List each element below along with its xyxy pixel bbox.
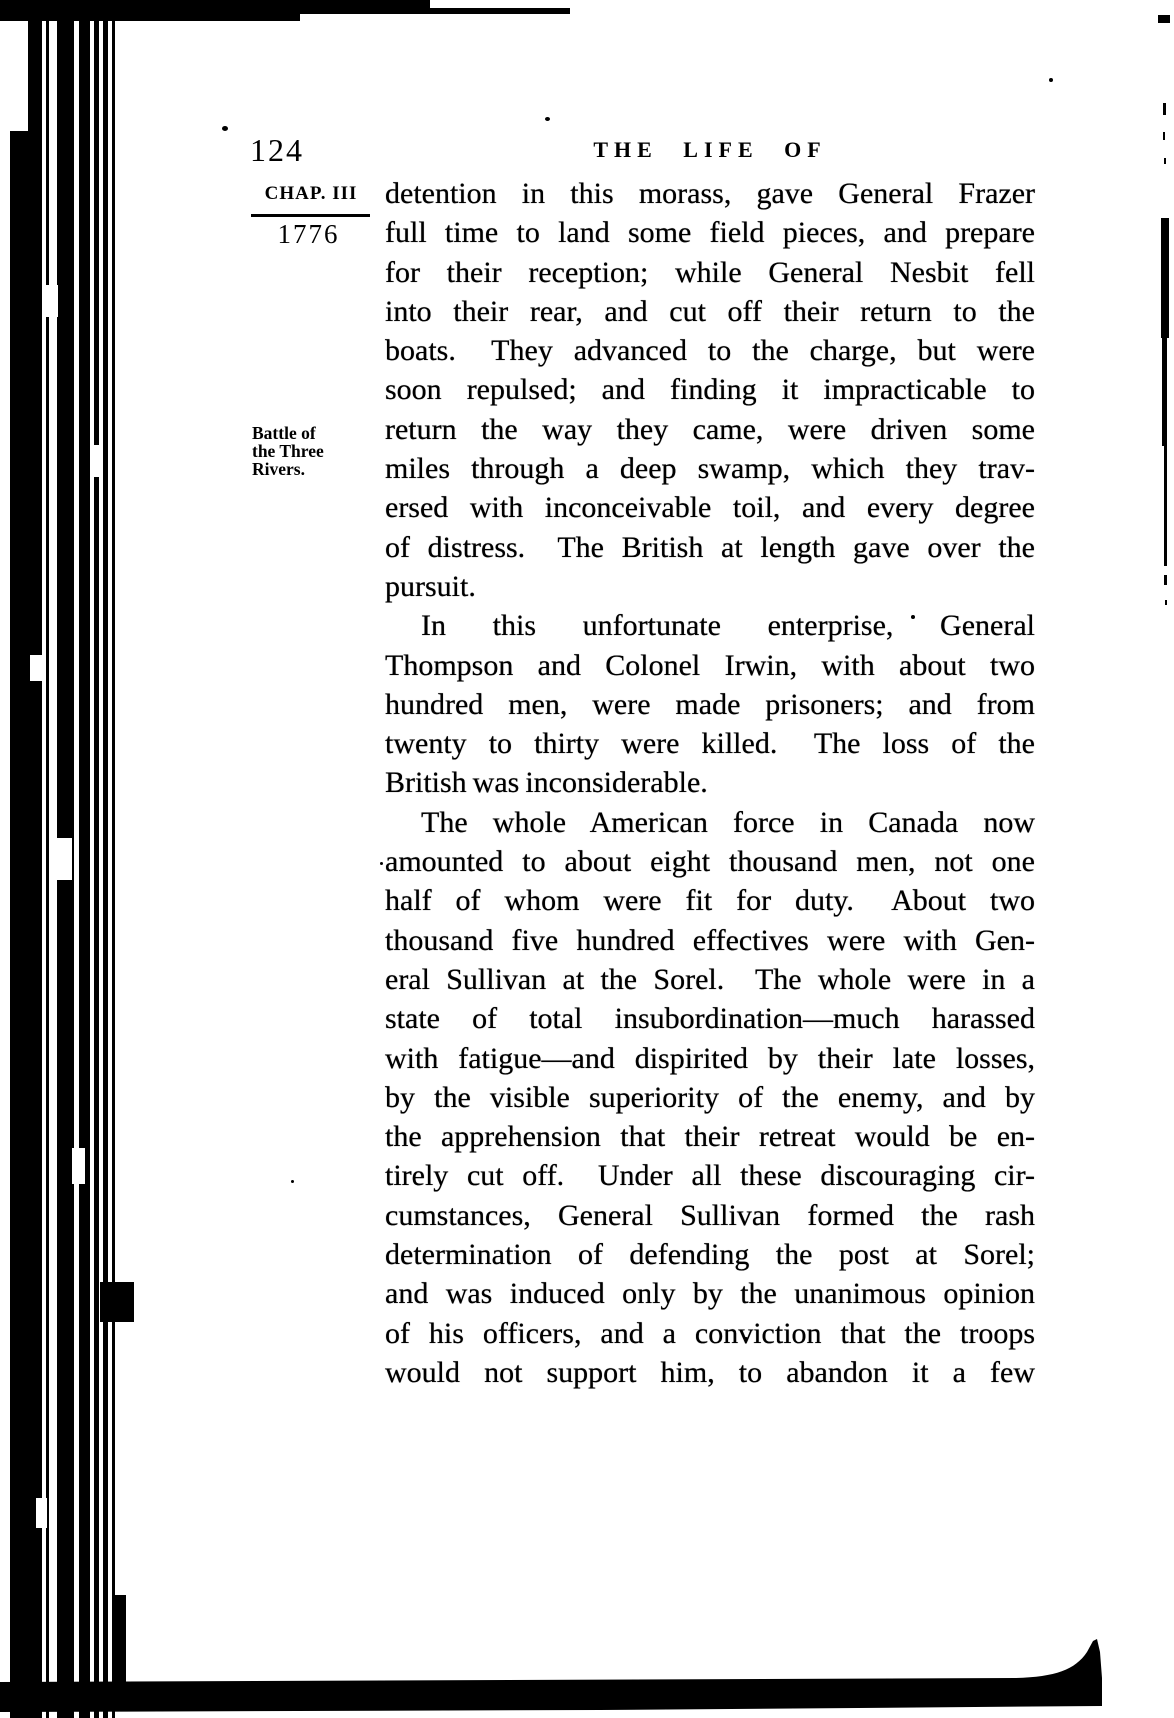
body-line: half of whom were fit for duty. About two (385, 884, 1035, 918)
gutter-gap (30, 655, 42, 681)
running-header: THE LIFE OF (593, 137, 827, 162)
top-right-corner-mark (1158, 15, 1170, 23)
body-line: by the visible superiority of the enemy, and by (385, 1080, 1035, 1114)
right-edge-line (1161, 218, 1169, 338)
margin-sidenote (252, 424, 367, 478)
gutter-gap (36, 1498, 47, 1528)
body-line: hundred men, were made prisoners; and from (385, 687, 1035, 721)
ink-speck (545, 117, 550, 121)
body-line: of his officers, and a conviction that the troops (385, 1316, 1035, 1350)
body-text (385, 174, 1035, 1392)
sidenote-line: Battle of (252, 423, 316, 443)
body-line: boats. They advanced to the charge, but were (385, 334, 1035, 368)
body-line: for their reception; while General Nesbit fell (385, 255, 1035, 289)
body-line: state of total insubordination—much harassed (385, 1002, 1035, 1036)
body-line: tirely cut off. Under all these discouraging cir- (385, 1159, 1035, 1193)
ink-speck (291, 1180, 294, 1183)
page-number: 124 (250, 132, 304, 168)
body-line: of distress. The British at length gave over the (385, 530, 1035, 564)
body-line: and was induced only by the unanimous opinion (385, 1277, 1035, 1311)
body-line: the apprehension that their retreat would be en- (385, 1120, 1035, 1154)
gutter-gap (92, 445, 102, 477)
body-line: would not support him, to abandon it a few (385, 1355, 1035, 1389)
body-line: ersed with inconceivable toil, and every degree (385, 491, 1035, 525)
sidenote-line: the Three (252, 441, 324, 461)
gutter-gap (6, 21, 28, 131)
ink-speck (222, 126, 228, 131)
body-line: with fatigue—and dispirited by their late losses, (385, 1041, 1035, 1075)
year-label: 1776 (277, 219, 340, 249)
gutter-blotch (100, 1282, 134, 1322)
gutter-gap (57, 838, 72, 880)
body-line: pursuit. (385, 569, 476, 603)
body-line: twenty to thirty were killed. The loss of the (385, 727, 1035, 761)
body-line: The whole American force in Canada now (421, 805, 1035, 839)
body-line: British was inconsiderable. (385, 766, 708, 800)
right-edge-line (1163, 132, 1165, 140)
body-line: In this unfortunate enterprise, General (421, 609, 1035, 643)
body-line: cumstances, General Sullivan formed the rash (385, 1198, 1035, 1232)
body-line: eral Sullivan at the Sorel. The whole were in a (385, 962, 1035, 996)
right-edge-line (1164, 158, 1166, 164)
right-edge-line (1164, 575, 1167, 585)
chapter-label: CHAP. III (264, 183, 358, 204)
sidenote-line: Rivers. (252, 459, 305, 479)
body-line: Thompson and Colonel Irwin, with about two (385, 648, 1035, 682)
top-edge-bar-tail (428, 8, 570, 14)
bottom-edge-bar (0, 1638, 1174, 1718)
top-edge-bar (298, 0, 430, 14)
top-edge-bar (0, 0, 300, 21)
body-line: return the way they came, were driven some (385, 412, 1035, 446)
right-edge-line (1165, 600, 1167, 605)
ink-speck (1049, 78, 1053, 82)
gutter-gap (72, 1148, 85, 1184)
body-line: soon repulsed; and finding it impracticable to (385, 373, 1035, 407)
ink-speck (380, 862, 383, 865)
body-line: into their rear, and cut off their return to the (385, 294, 1035, 328)
body-line: thousand five hundred effectives were with Gen- (385, 923, 1035, 957)
body-line: determination of defending the post at Sorel; (385, 1238, 1035, 1272)
right-edge-line (1163, 103, 1166, 115)
margin-rule (251, 214, 370, 217)
body-line: miles through a deep swamp, which they trav- (385, 452, 1035, 486)
gutter-gap (44, 285, 58, 317)
body-line: amounted to about eight thousand men, not one (385, 845, 1035, 879)
body-line: full time to land some field pieces, and prepare (385, 216, 1035, 250)
right-edge-line (1164, 446, 1167, 566)
right-edge-line (1162, 338, 1167, 446)
body-line: detention in this morass, gave General Frazer (385, 177, 1035, 210)
